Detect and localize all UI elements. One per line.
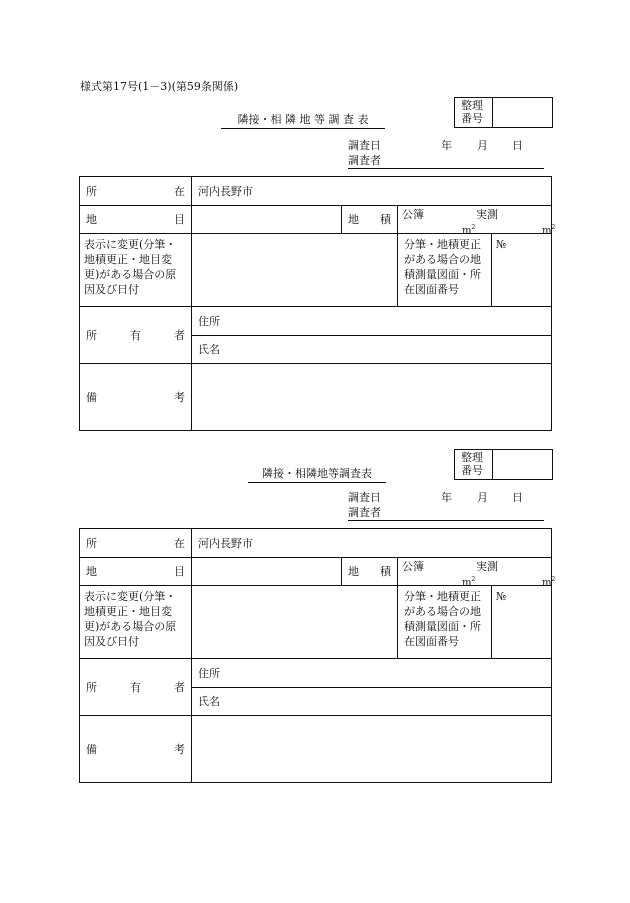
category-label: 目	[174, 213, 185, 226]
owner-address-field[interactable]: 住所	[198, 314, 220, 328]
registry-label: 整理	[461, 99, 483, 112]
day-label: 日	[512, 491, 523, 504]
registry-number-field[interactable]	[493, 450, 552, 479]
survey-date-label: 調査日	[348, 491, 381, 504]
sheet2-title: 隣接・相隣地等調査表	[248, 465, 386, 483]
surveyor-field[interactable]	[348, 152, 544, 169]
registry-label: 整理	[461, 451, 483, 464]
area-label: 地	[348, 213, 359, 226]
month-label: 月	[477, 491, 488, 504]
sheet2-registry-box	[454, 449, 553, 480]
change-reason-label: 表示に変更(分筆・地積更正・地目変更)がある場合の原因及び日付	[84, 238, 177, 296]
sheet1-table	[79, 176, 556, 431]
map-number-label: 分筆・地積更正がある場合の地積測量図面・所在図面番号	[404, 590, 481, 648]
surveyor-field[interactable]	[348, 504, 544, 521]
location-label: 所	[86, 536, 97, 550]
location-label: 在	[174, 184, 185, 198]
location-label: 所	[86, 184, 97, 198]
sqm-unit: $m^2$	[542, 224, 556, 237]
category-label: 目	[174, 565, 185, 578]
owner-label: 者	[174, 328, 185, 342]
owner-label: 所	[86, 680, 97, 694]
location-value[interactable]: 河内長野市	[198, 184, 253, 198]
category-field[interactable]	[192, 206, 342, 234]
remarks-label: 備	[86, 390, 97, 404]
owner-label: 所	[86, 328, 97, 342]
owner-name-field[interactable]: 氏名	[198, 343, 220, 356]
location-value[interactable]: 河内長野市	[198, 536, 253, 550]
year-label: 年	[441, 491, 452, 504]
location-label: 在	[174, 536, 185, 550]
owner-label: 有	[130, 680, 141, 694]
remarks-label: 備	[86, 742, 97, 756]
area-label: 地	[348, 565, 359, 578]
month-label: 月	[477, 139, 488, 152]
number-field[interactable]: №	[496, 238, 507, 251]
public-book-label: 公簿	[402, 560, 424, 573]
survey-date-label: 調査日	[348, 139, 381, 152]
actual-measure-label: 実測	[476, 208, 498, 221]
year-label: 年	[441, 139, 452, 152]
map-number-label: 分筆・地積更正がある場合の地積測量図面・所在図面番号	[404, 238, 481, 296]
sheet2-table	[79, 528, 556, 783]
change-reason-field[interactable]	[192, 586, 398, 659]
public-book-label: 公簿	[402, 208, 424, 221]
surveyor-label: 調査者	[348, 506, 381, 519]
sheet1-registry-box	[454, 97, 553, 128]
actual-measure-label: 実測	[476, 560, 498, 573]
remarks-field[interactable]	[192, 716, 552, 783]
area-field[interactable]	[398, 558, 556, 589]
sqm-unit: $m^2$	[462, 224, 476, 237]
change-reason-field[interactable]	[192, 234, 398, 307]
owner-label: 者	[174, 680, 185, 694]
change-reason-label: 表示に変更(分筆・地積更正・地目変更)がある場合の原因及び日付	[84, 590, 177, 648]
sqm-unit: $m^2$	[542, 576, 556, 589]
remarks-field[interactable]	[192, 364, 552, 431]
category-label: 地	[86, 213, 97, 226]
surveyor-label: 調査者	[348, 154, 381, 167]
remarks-label: 考	[174, 742, 185, 756]
area-label: 積	[380, 565, 391, 578]
category-field[interactable]	[192, 558, 342, 586]
area-label: 積	[380, 213, 391, 226]
owner-label: 有	[130, 328, 141, 342]
area-field[interactable]	[398, 206, 556, 237]
sheet1-title: 隣接・相 隣 地 等 調 査 表	[221, 111, 385, 129]
number-field[interactable]: №	[496, 590, 507, 603]
category-label: 地	[86, 565, 97, 578]
registry-label: 番号	[461, 464, 483, 477]
sqm-unit: $m^2$	[462, 576, 476, 589]
owner-name-field[interactable]: 氏名	[198, 695, 220, 708]
registry-label: 番号	[461, 112, 483, 125]
owner-address-field[interactable]: 住所	[198, 666, 220, 680]
remarks-label: 考	[174, 390, 185, 404]
registry-number-field[interactable]	[493, 98, 552, 127]
day-label: 日	[512, 139, 523, 152]
form-label: 様式第17号(1－3)(第59条関係)	[80, 80, 239, 93]
